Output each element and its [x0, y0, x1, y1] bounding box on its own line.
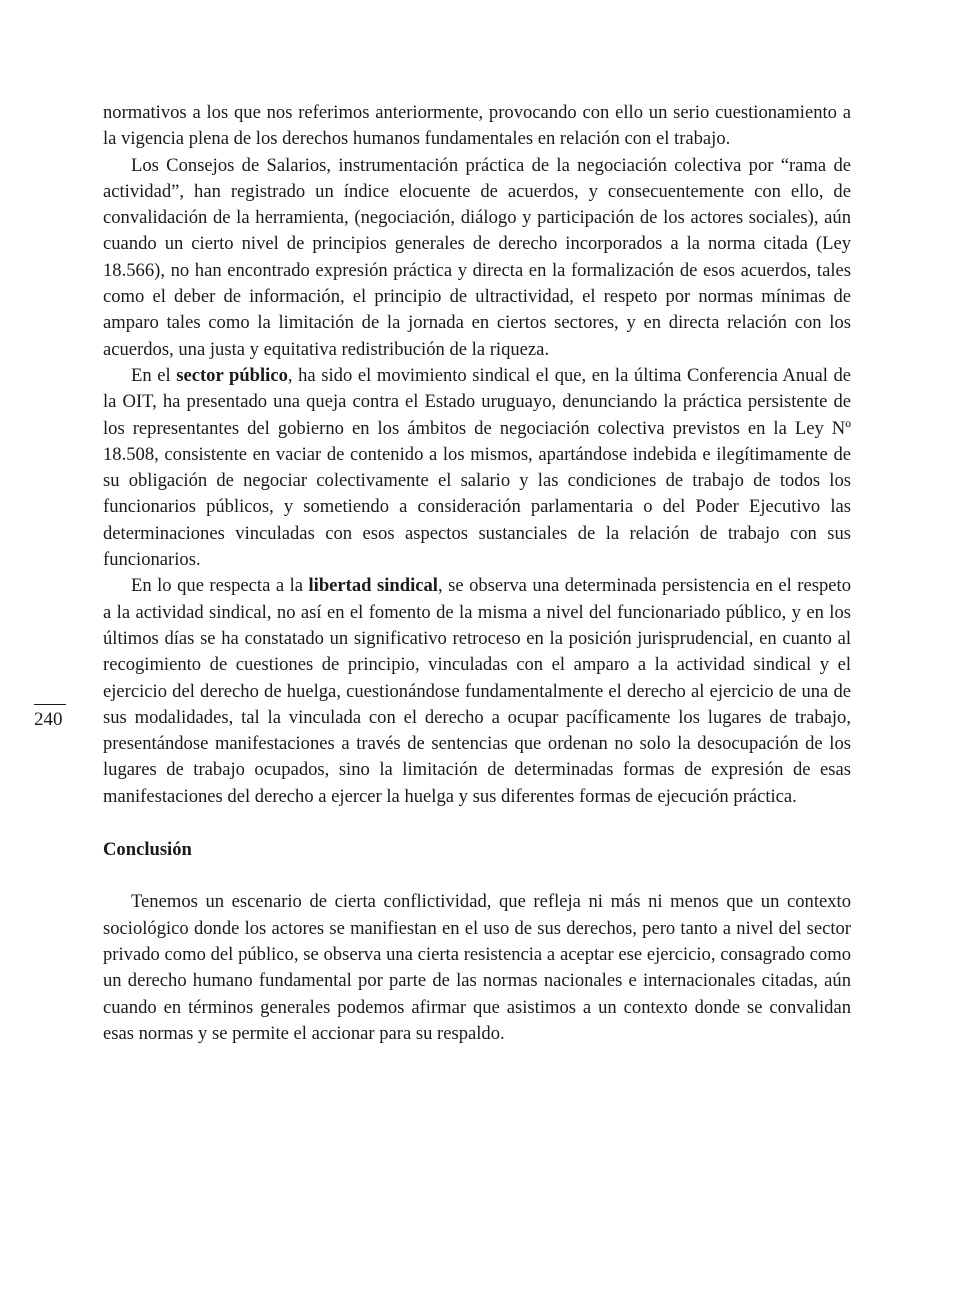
paragraph-continuation: normativos a los que nos referimos anteriormente, provocando con ello un serio cuestionamiento a la vigencia plena de los derechos humanos fundamentales en relación con el trabajo.: [103, 102, 851, 150]
paragraph-sector-publico-lead: En el: [131, 364, 177, 386]
term-libertad-sindical: libertad sindical: [308, 575, 438, 597]
term-sector-publico: sector público: [176, 364, 288, 386]
page-number-rule: [34, 704, 66, 705]
page-number: 240: [34, 709, 63, 730]
section-heading-conclusion: Conclusión: [103, 839, 192, 861]
paragraph-conclusion: Tenemos un escenario de cierta conflictividad, que refleja ni más ni menos que un contexto sociológico donde los actores se manifiestan en el uso de sus derechos, pero tanto a nivel del sector privado como del público, se observa una cierta resistencia a aceptar ese ejercicio, consagrado como un derecho humano fundamental por parte de las normas nacionales e internacionales citadas, aún cuando en términos generales podemos afirmar que asistimos a un contexto donde se convalidan esas normas y se permite el accionar para su respaldo.: [103, 891, 851, 1044]
paragraph-sector-publico-rest: , ha sido el movimiento sindical el que, en la última Conferencia Anual de la OIT, ha presentado una queja contra el Estado uruguayo, denunciando la práctica persistente de los representantes del gobierno en los ámbitos de negociación colectiva previstos en la Ley Nº 18.508, consistente en vaciar de contenido a los mismos, apartándose indebida e ilegítimamente de su obligación de negociar colectivamente el salario y las condiciones de trabajo de todos los funcionarios públicos, y sometiendo a consideración parlamentaria o del Poder Ejecutivo las determinaciones vinculadas con esos aspectos sustanciales de la relación de trabajo con sus funcionarios.: [103, 364, 852, 571]
paragraph-libertad-sindical-rest: , se observa una determinada persistencia en el respeto a la actividad sindical, no así en el fomento de la misma a nivel del funcionariado público, y en los últimos días se ha constatado un significativo retroceso en la posición jurisprudencial, en cuanto al recogimiento de cuestiones de principio, vinculadas con el amparo a la actividad sindical y el ejercicio del derecho de huelga, cuestionándose fundamentalmente el derecho al ejercicio de una de sus modalidades, tal la vinculada con el derecho a ocupar pacíficamente los lugares de trabajo, presentándose manifestaciones a través de sentencias que ordenan no solo la desocupación de los lugares de trabajo ocupados, sino la limitación de determinadas formas de expresión de esas manifestaciones del derecho a ejercer la huelga y sus diferentes formas de ejecución práctica.: [103, 575, 851, 807]
paragraph-sector-publico: [103, 363, 851, 573]
paragraph-libertad-sindical: [103, 573, 851, 810]
paragraph-libertad-sindical-lead: En lo que respecta a la: [131, 575, 309, 597]
body-text: [103, 100, 851, 1047]
paragraph-consejos-de-salarios: Los Consejos de Salarios, instrumentación práctica de la negociación colectiva por “rama de actividad”, han registrado un índice elocuente de acuerdos, y consecuentemente con ello, de convalidación de la herramienta, (negociación, diálogo y participación de los actores sociales), aún cuando un cierto nivel de principios generales de derecho incorporados a la norma citada (Ley 18.566), no han encontrado expresión práctica y directa en la formalización de esos acuerdos, tales como el deber de información, el principio de ultractividad, el respeto por normas mínimas de amparo tales como la limitación de la jornada en ciertos sectores, y en directa relación con los acuerdos, una justa y equitativa redistribución de la riqueza.: [103, 154, 851, 360]
